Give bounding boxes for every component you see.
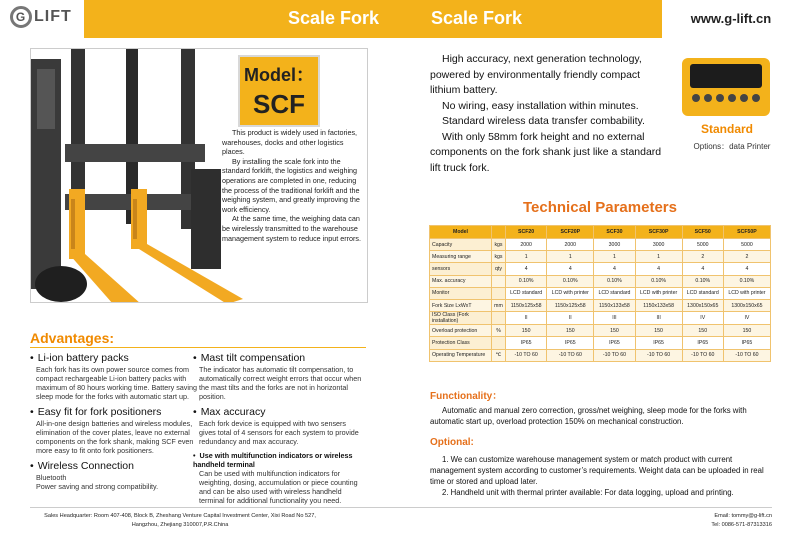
- intro-paragraph: High accuracy, next generation technology, powered by environmentally friendly compact lithium battery.: [430, 53, 642, 96]
- table-header-cell: SCF20: [506, 226, 547, 239]
- table-header-cell: SCF30P: [635, 226, 682, 239]
- table-cell: 1: [506, 251, 547, 263]
- table-cell: -10 TO 60: [506, 349, 547, 361]
- indicator-keys: [690, 94, 762, 110]
- table-cell: 0.10%: [547, 275, 594, 287]
- optional-item: 2. Handheld unit with thermal printer available: For data logging, upload and printing.: [442, 488, 734, 497]
- advantage-body: Can be used with multifunction indicators for weighting, dosing, accumulation or piece counting and can be also used with wireless handheld terminal for additional functionality you need.: [199, 469, 358, 505]
- description-paragraph: By installing the scale fork into the standard forklift, the logistics and weighing operations are completed in one, reducing the process of the traditional forklift and the weighing system, and greatly improving the work efficiency.: [222, 156, 360, 214]
- description-paragraph: At the same time, the weighing data can be wirelessly transmitted to the warehouse management system to reduce input errors.: [222, 214, 362, 243]
- table-cell: -10 TO 60: [547, 349, 594, 361]
- table-cell: 5000: [682, 239, 723, 251]
- advantage-heading: • Max accuracy: [193, 406, 363, 419]
- advantage-heading: • Wireless Connection: [30, 460, 200, 473]
- table-cell: 4: [594, 263, 635, 275]
- table-cell: 150: [506, 325, 547, 337]
- table-cell: 150: [594, 325, 635, 337]
- table-cell: IP65: [594, 337, 635, 349]
- technical-parameters-title: Technical Parameters: [523, 199, 677, 216]
- footer-address: [30, 512, 330, 530]
- intro-paragraph: With only 58mm fork height and no external components on the fork shank just like a standard lift truck fork.: [430, 130, 662, 174]
- table-cell: 0.10%: [594, 275, 635, 287]
- weighing-indicator-image: [682, 58, 770, 116]
- intro-paragraph: Standard wireless data transfer combability.: [442, 115, 645, 127]
- table-cell: II: [506, 312, 547, 325]
- table-cell: 3000: [594, 239, 635, 251]
- table-cell: 150: [547, 325, 594, 337]
- advantages-column-2: [193, 352, 363, 510]
- advantage-body: The indicator has automatic tilt compensation, to automatically correct weight errors that occur when the mast tilts and the forks are not in horizontal position.: [199, 365, 362, 401]
- table-row: [430, 275, 771, 287]
- advantage-heading: • Mast tilt compensation: [193, 352, 363, 365]
- table-unit-cell: [492, 287, 506, 299]
- model-code: SCF: [253, 89, 305, 119]
- table-cell: LCD standard: [682, 287, 723, 299]
- table-cell: IP65: [635, 337, 682, 349]
- table-cell: II: [547, 312, 594, 325]
- company-logo: G LIFT: [10, 6, 72, 28]
- table-cell: 5000: [723, 239, 770, 251]
- table-cell: 3000: [635, 239, 682, 251]
- table-cell: 1: [547, 251, 594, 263]
- table-row: [430, 299, 771, 311]
- table-cell: 0.10%: [635, 275, 682, 287]
- table-unit-cell: kgs: [492, 239, 506, 251]
- table-row-label: Fork Size LxWxT: [430, 299, 492, 311]
- key-icon: [716, 94, 724, 102]
- table-cell: 2: [682, 251, 723, 263]
- table-row: [430, 312, 771, 325]
- key-icon: [728, 94, 736, 102]
- table-cell: III: [594, 312, 635, 325]
- table-header-cell: SCF50: [682, 226, 723, 239]
- contact-email[interactable]: Email: tommy@g-lift.cn: [714, 513, 772, 519]
- website-link[interactable]: www.g-lift.cn: [662, 0, 800, 38]
- table-header-cell: SCF50P: [723, 226, 770, 239]
- advantage-item: [193, 451, 363, 505]
- table-cell: 0.10%: [682, 275, 723, 287]
- table-unit-cell: [492, 312, 506, 325]
- table-row-label: Protection Class: [430, 337, 492, 349]
- advantage-body: Each fork device is equipped with two sensers gives total of 4 sensors for each system to provide redundancy and max accuracy.: [199, 419, 359, 446]
- advantage-heading: • Use with multifunction indicators or wireless handheld terminal: [193, 451, 363, 469]
- options-label: Options：data Printer: [693, 142, 771, 151]
- table-cell: LCD with printer: [635, 287, 682, 299]
- table-row: [430, 251, 771, 263]
- advantages-divider: [30, 347, 366, 348]
- table-cell: 4: [682, 263, 723, 275]
- advantage-body: All-in-one design batteries and wireless modules, elimination of the cover plates, leave no external components on the fork shank, making SCF even more easy to fit onto fork positioners.: [36, 419, 194, 455]
- table-cell: -10 TO 60: [682, 349, 723, 361]
- header-bar: [0, 0, 800, 38]
- table-row-label: Max. accuracy: [430, 275, 492, 287]
- table-cell: -10 TO 60: [635, 349, 682, 361]
- table-row: [430, 287, 771, 299]
- table-row-label: Overload protection: [430, 325, 492, 337]
- table-cell: 1150x133x58: [594, 299, 635, 311]
- advantage-item: [30, 406, 200, 455]
- indicator-screen: [690, 64, 762, 88]
- model-badge: [238, 55, 320, 127]
- table-cell: III: [635, 312, 682, 325]
- key-icon: [692, 94, 700, 102]
- technical-parameters-table: [429, 225, 771, 362]
- table-cell: IV: [682, 312, 723, 325]
- table-cell: 1300x150x65: [723, 299, 770, 311]
- address-line: Hangzhou, Zhejiang 310007,P.R.China: [131, 522, 229, 528]
- table-unit-cell: [492, 275, 506, 287]
- table-cell: 0.10%: [506, 275, 547, 287]
- table-cell: 4: [723, 263, 770, 275]
- address-line: Sales Headquarter: Room 407-408, Block B, Zheshang Venture Capital Investment Center, Xixi Road No 527,: [44, 513, 316, 519]
- table-unit-cell: [492, 337, 506, 349]
- advantage-body: Bluetooth Power saving and strong compatibility.: [36, 473, 159, 491]
- table-row: [430, 337, 771, 349]
- table-row-label: Measuring range: [430, 251, 492, 263]
- table-cell: 4: [635, 263, 682, 275]
- table-cell: IV: [723, 312, 770, 325]
- table-unit-cell: kgs: [492, 251, 506, 263]
- table-cell: IP65: [723, 337, 770, 349]
- table-cell: 150: [635, 325, 682, 337]
- table-cell: -10 TO 60: [723, 349, 770, 361]
- table-cell: IP65: [506, 337, 547, 349]
- table-row-label: ISO Class (Fork installation): [430, 312, 492, 325]
- table-unit-cell: ℃: [492, 349, 506, 361]
- table-row-label: Operating Temperature: [430, 349, 492, 361]
- table-body: [430, 239, 771, 362]
- optional-title: Optional:: [430, 437, 474, 448]
- logo-area: [0, 0, 86, 38]
- product-description: [222, 128, 366, 243]
- advantage-heading: • Li-ion battery packs: [30, 352, 200, 365]
- table-cell: 1150x125x58: [506, 299, 547, 311]
- table-row-label: sensors: [430, 263, 492, 275]
- table-cell: 2000: [506, 239, 547, 251]
- table-cell: LCD standard: [506, 287, 547, 299]
- table-cell: 4: [547, 263, 594, 275]
- table-unit-cell: qty: [492, 263, 506, 275]
- table-header-row: [430, 226, 771, 239]
- standard-label: Standard: [700, 122, 753, 136]
- optional-list: [430, 454, 772, 498]
- g-logo-icon: G: [10, 6, 32, 28]
- advantages-title: Advantages:: [30, 330, 115, 346]
- table-cell: -10 TO 60: [594, 349, 635, 361]
- contact-tel: Tel: 0086-571-87313316: [711, 522, 772, 528]
- table-unit-cell: %: [492, 325, 506, 337]
- table-header-cell: [492, 226, 506, 239]
- table-cell: 1: [594, 251, 635, 263]
- table-row: [430, 239, 771, 251]
- intro-paragraph: No wiring, easy installation within minutes.: [442, 99, 639, 112]
- table-cell: 150: [723, 325, 770, 337]
- advantage-item: [30, 460, 200, 491]
- table-row: [430, 263, 771, 275]
- advantage-item: [193, 352, 363, 401]
- table-cell: 0.10%: [723, 275, 770, 287]
- functionality-title: Functionality：: [430, 391, 503, 402]
- advantage-body: Each fork has its own power source comes from compact rechargeable Li-ion battery packs with maximum of 80 hours working time. Battery saving sleep mode for the forks with automatic start up.: [36, 365, 197, 401]
- footer-contact: [690, 512, 772, 530]
- table-row: [430, 349, 771, 361]
- key-icon: [740, 94, 748, 102]
- footer-divider: [30, 507, 772, 508]
- table-row: [430, 325, 771, 337]
- table-row-label: Capacity: [430, 239, 492, 251]
- table-cell: 2000: [547, 239, 594, 251]
- table-cell: 2: [723, 251, 770, 263]
- table-cell: 1150x133x58: [635, 299, 682, 311]
- table-cell: LCD with printer: [723, 287, 770, 299]
- table-cell: LCD with printer: [547, 287, 594, 299]
- advantages-column-1: [30, 352, 200, 496]
- table-cell: IP65: [547, 337, 594, 349]
- functionality-text: Automatic and manual zero correction, gross/net weighing, sleep mode for the forks with automatic start up, overload protection 150% on mechanical construction.: [430, 406, 747, 426]
- header-title-right: Scale Fork: [431, 8, 523, 28]
- table-cell: 1: [635, 251, 682, 263]
- intro-text: [430, 52, 670, 176]
- advantage-item: [30, 352, 200, 401]
- header-title-left: Scale Fork: [288, 8, 380, 28]
- table-header-cell: SCF30: [594, 226, 635, 239]
- table-header-cell: SCF20P: [547, 226, 594, 239]
- optional-item: 1. We can customize warehouse management system or match product with current management system according to customer’s requirements. Weight data can be uploaded in real time or stored and upload later.: [430, 455, 764, 486]
- table-unit-cell: mm: [492, 299, 506, 311]
- model-label: Model：: [244, 65, 314, 85]
- key-icon: [704, 94, 712, 102]
- table-cell: 1300x150x65: [682, 299, 723, 311]
- table-cell: 150: [682, 325, 723, 337]
- table-cell: IP65: [682, 337, 723, 349]
- advantage-heading: • Easy fit for fork positioners: [30, 406, 200, 419]
- table-row-label: Monitor: [430, 287, 492, 299]
- table-cell: 1150x125x58: [547, 299, 594, 311]
- advantage-item: [193, 406, 363, 446]
- table-cell: LCD standard: [594, 287, 635, 299]
- table-cell: 4: [506, 263, 547, 275]
- key-icon: [752, 94, 760, 102]
- table-header-cell: Model: [430, 226, 492, 239]
- description-paragraph: This product is widely used in factories, warehouses, docks and other logistics places.: [222, 128, 358, 157]
